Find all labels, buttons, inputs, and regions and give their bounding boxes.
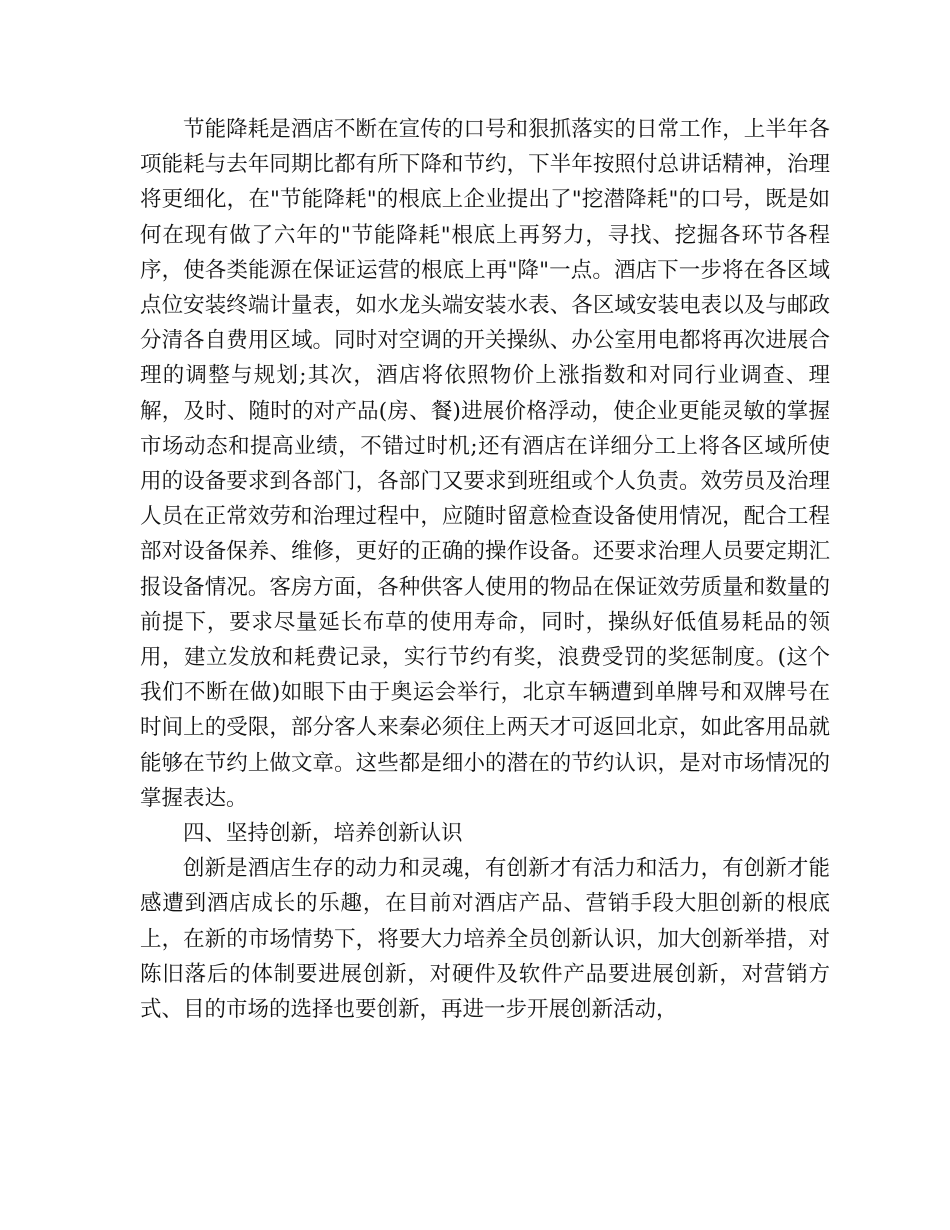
- document-body: [140, 112, 830, 1027]
- paragraph-energy-saving: 节能降耗是酒店不断在宣传的口号和狠抓落实的日常工作，上半年各项能耗与去年同期比都有所下降和节约，下半年按照付总讲话精神，治理将更细化，在"节能降耗"的根底上企业提出了"挖潜降耗"的口号，既是如何在现有做了六年的"节能降耗"根底上再努力，寻找、挖掘各环节各程序，使各类能源在保证运营的根底上再"降"一点。酒店下一步将在各区域点位安装终端计量表，如水龙头端安装水表、各区域安装电表以及与邮政分清各自费用区域。同时对空调的开关操纵、办公室用电都将再次进展合理的调整与规划;其次，酒店将依照物价上涨指数和对同行业调查、理解，及时、随时的对产品(房、餐)进展价格浮动，使企业更能灵敏的掌握市场动态和提高业绩，不错过时机;还有酒店在详细分工上将各区域所使用的设备要求到各部门，各部门又要求到班组或个人负责。效劳员及治理人员在正常效劳和治理过程中，应随时留意检查设备使用情况，配合工程部对设备保养、维修，更好的正确的操作设备。还要求治理人员要定期汇报设备情况。客房方面，各种供客人使用的物品在保证效劳质量和数量的前提下，要求尽量延长布草的使用寿命，同时，操纵好低值易耗品的领用，建立发放和耗费记录，实行节约有奖，浪费受罚的奖惩制度。(这个我们不断在做)如眼下由于奥运会举行，北京车辆遭到单牌号和双牌号在时间上的受限，部分客人来秦必须住上两天才可返回北京，如此客用品就能够在节约上做文章。这些都是细小的潜在的节约认识，是对市场情况的掌握表达。: [140, 117, 830, 811]
- section-heading-innovation: 四、坚持创新，培养创新认识: [183, 821, 463, 847]
- paragraph-innovation: 创新是酒店生存的动力和灵魂，有创新才有活力和活力，有创新才能感遭到酒店成长的乐趣，在目前对酒店产品、营销手段大胆创新的根底上，在新的市场情势下，将要大力培养全员创新认识，加大创新举措，对陈旧落后的体制要进展创新，对硬件及软件产品要进展创新，对营销方式、目的市场的选择也要创新，再进一步开展创新活动，: [140, 856, 830, 1023]
